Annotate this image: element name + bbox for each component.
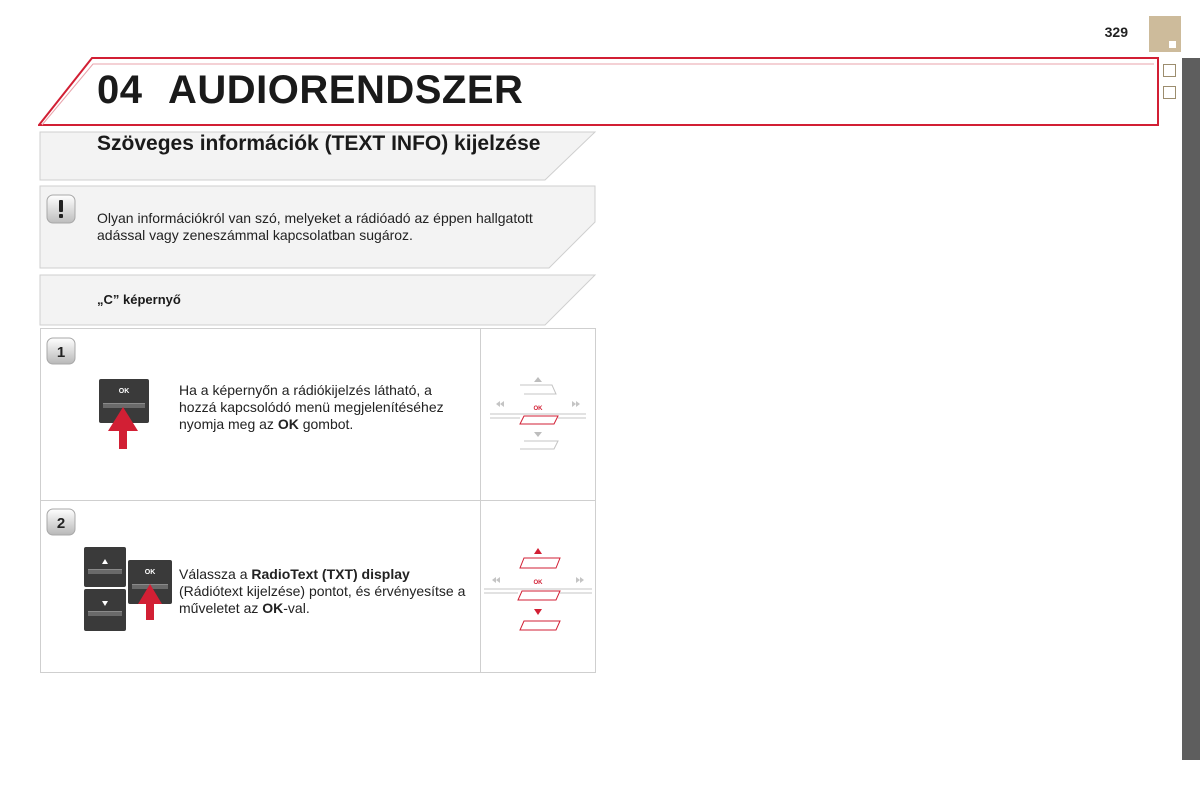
side-bar [1182, 58, 1200, 760]
tab-square-icon [1169, 41, 1176, 48]
up-key-bar [88, 569, 122, 574]
step-2-badge [46, 508, 76, 536]
chapter-title: AUDIORENDSZER [168, 68, 524, 112]
chapter-tab-active[interactable] [1149, 16, 1181, 52]
step-2-text-bold: OK [262, 600, 284, 616]
triangle-up-icon [534, 377, 542, 382]
chapter-tab[interactable] [1163, 86, 1176, 99]
step-divider [480, 500, 481, 673]
down-key-bar [88, 611, 122, 616]
chapter-tab[interactable] [1163, 64, 1176, 77]
page-number: 329 [1104, 24, 1128, 40]
screen-ok-label: OK [533, 406, 543, 412]
up-key[interactable] [84, 547, 126, 587]
red-arrow-up-icon [108, 407, 138, 449]
step-2-text-part: -val. [283, 600, 310, 616]
down-key[interactable] [84, 589, 126, 631]
step-2-screen [482, 542, 594, 634]
step-2-text-part: (Rádiótext kijelzése) pontot, és érvényesítse a műveletet az [179, 583, 466, 616]
triangle-down-icon [84, 593, 126, 613]
step-1-badge [46, 337, 76, 365]
step-2-text-part: Válassza a [179, 566, 252, 582]
step-2-number: 2 [56, 515, 66, 532]
double-right-icon [572, 401, 580, 407]
triangle-down-icon [534, 432, 542, 437]
double-left-icon [492, 577, 500, 583]
triangle-down-icon [534, 609, 542, 615]
step-1-text-part: Ha a képernyőn a rádiókijelzés látható, a hozzá kapcsolódó menü megjelenítéséhez nyomja meg az [179, 382, 444, 432]
triangle-up-icon [534, 548, 542, 554]
subtitle: „C” képernyő [97, 292, 181, 307]
ok-key-label: OK [144, 569, 156, 576]
step-2-text-bold: RadioText (TXT) display [251, 566, 410, 582]
double-right-icon [576, 577, 584, 583]
step-1-text-bold: OK [277, 416, 299, 432]
step-1-text [179, 382, 469, 433]
red-arrow-up-icon [138, 584, 162, 620]
exclamation-icon [46, 194, 76, 224]
section-title: Szöveges információk (TEXT INFO) kijelzése [97, 132, 541, 155]
step-1-number: 1 [56, 344, 66, 361]
ok-key-label: OK [118, 388, 130, 395]
double-left-icon [496, 401, 504, 407]
step-1-text-part: gombot. [298, 416, 354, 432]
info-text: Olyan információkról van szó, melyeket a rádióadó az éppen hallgatott adással vagy zeneszámmal kapcsolatban sugároz. [97, 210, 533, 243]
chapter-number: 04 [97, 68, 143, 112]
step-divider [480, 328, 481, 501]
step-1-screen [486, 372, 590, 454]
step-2-text [179, 566, 469, 617]
triangle-up-icon [84, 551, 126, 571]
screen-ok-label: OK [533, 580, 543, 586]
